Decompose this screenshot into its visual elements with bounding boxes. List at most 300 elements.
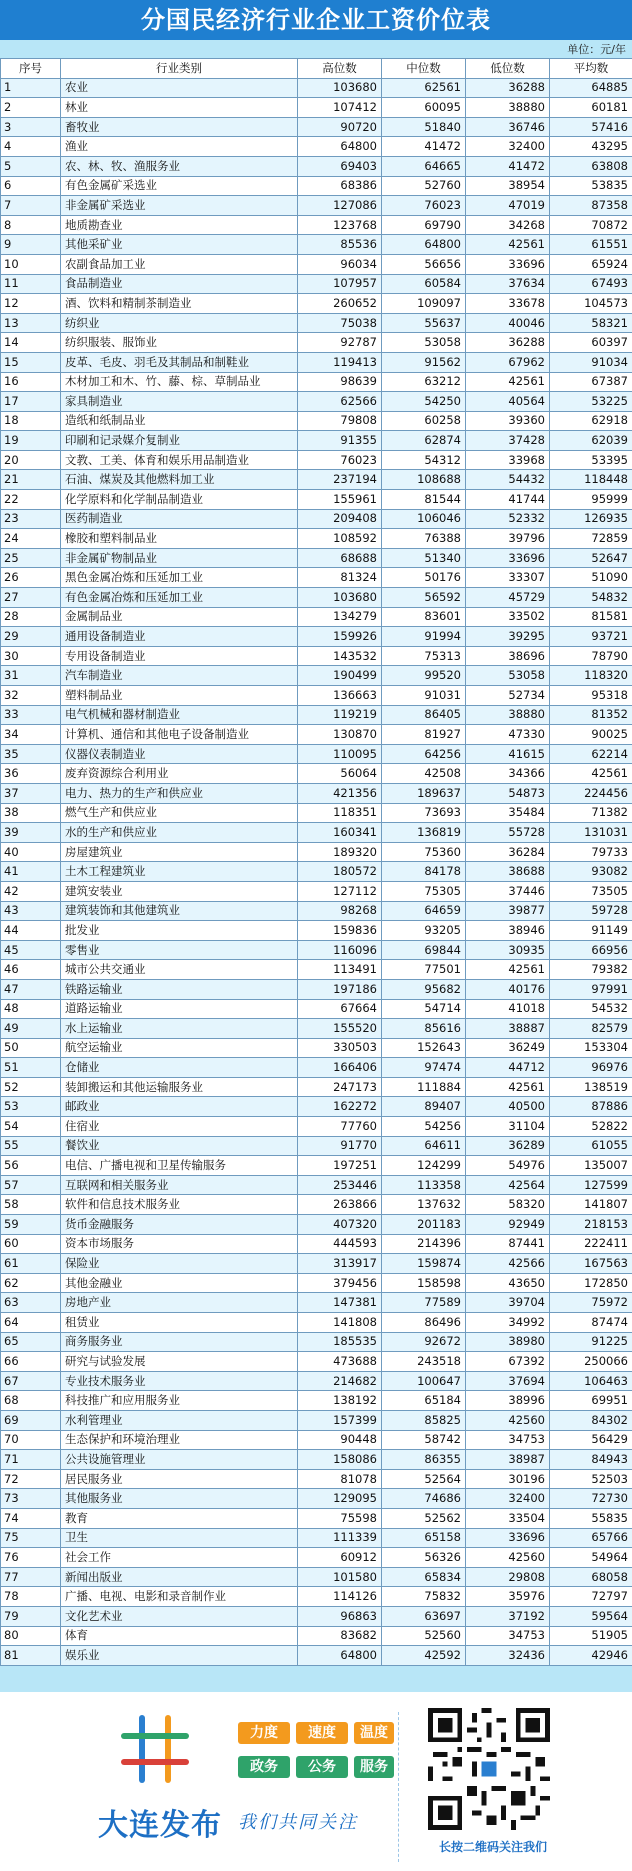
row-median: 55637 <box>382 313 466 333</box>
row-average: 67493 <box>550 274 632 294</box>
row-index: 62 <box>1 1273 61 1293</box>
row-median: 201183 <box>382 1215 466 1235</box>
row-median: 136819 <box>382 823 466 843</box>
row-high: 129095 <box>298 1489 382 1509</box>
header-high: 高位数 <box>298 59 382 79</box>
row-low: 67392 <box>466 1352 550 1372</box>
unit-label: 单位：元/年 <box>567 43 626 56</box>
row-high: 90720 <box>298 117 382 137</box>
row-high: 81324 <box>298 568 382 588</box>
row-index: 13 <box>1 313 61 333</box>
row-industry: 电气机械和器材制造业 <box>61 705 298 725</box>
row-industry: 社会工作 <box>61 1548 298 1568</box>
row-average: 54532 <box>550 999 632 1019</box>
row-index: 16 <box>1 372 61 392</box>
row-industry: 其他采矿业 <box>61 235 298 255</box>
row-high: 330503 <box>298 1038 382 1058</box>
row-average: 135007 <box>550 1156 632 1176</box>
row-low: 39796 <box>466 529 550 549</box>
row-low: 39295 <box>466 627 550 647</box>
row-average: 53225 <box>550 392 632 412</box>
row-high: 158086 <box>298 1450 382 1470</box>
row-low: 36288 <box>466 333 550 353</box>
row-low: 37428 <box>466 431 550 451</box>
table-row <box>1 803 632 823</box>
table-row <box>1 686 632 706</box>
row-index: 15 <box>1 352 61 372</box>
table-row <box>1 294 632 314</box>
row-average: 55835 <box>550 1508 632 1528</box>
row-low: 31104 <box>466 1117 550 1137</box>
row-median: 91562 <box>382 352 466 372</box>
row-industry: 废弃资源综合利用业 <box>61 764 298 784</box>
row-average: 91225 <box>550 1332 632 1352</box>
table-row <box>1 1567 632 1587</box>
row-median: 52560 <box>382 1626 466 1646</box>
table-row <box>1 862 632 882</box>
row-median: 64256 <box>382 744 466 764</box>
row-industry: 林业 <box>61 98 298 118</box>
row-low: 42561 <box>466 1077 550 1097</box>
row-index: 51 <box>1 1058 61 1078</box>
row-index: 8 <box>1 215 61 235</box>
row-industry: 保险业 <box>61 1254 298 1274</box>
row-industry: 纺织业 <box>61 313 298 333</box>
header-industry: 行业类别 <box>61 59 298 79</box>
row-median: 84178 <box>382 862 466 882</box>
table-row <box>1 1019 632 1039</box>
row-average: 172850 <box>550 1273 632 1293</box>
row-high: 92787 <box>298 333 382 353</box>
table-row <box>1 1430 632 1450</box>
row-median: 73693 <box>382 803 466 823</box>
row-industry: 电信、广播电视和卫星传输服务 <box>61 1156 298 1176</box>
row-median: 75305 <box>382 881 466 901</box>
row-industry: 娱乐业 <box>61 1646 298 1666</box>
row-high: 118351 <box>298 803 382 823</box>
row-low: 58320 <box>466 1195 550 1215</box>
row-industry: 公共设施管理业 <box>61 1450 298 1470</box>
table-row <box>1 509 632 529</box>
row-low: 34753 <box>466 1430 550 1450</box>
table-row <box>1 1606 632 1626</box>
row-index: 75 <box>1 1528 61 1548</box>
row-index: 61 <box>1 1254 61 1274</box>
table-row <box>1 1195 632 1215</box>
row-low: 29808 <box>466 1567 550 1587</box>
row-industry: 城市公共交通业 <box>61 960 298 980</box>
row-index: 1 <box>1 78 61 98</box>
table-row <box>1 490 632 510</box>
row-industry: 卫生 <box>61 1528 298 1548</box>
table-row <box>1 1058 632 1078</box>
table-row <box>1 78 632 98</box>
row-index: 59 <box>1 1215 61 1235</box>
row-high: 107957 <box>298 274 382 294</box>
row-median: 76388 <box>382 529 466 549</box>
row-median: 93205 <box>382 921 466 941</box>
row-median: 91031 <box>382 686 466 706</box>
row-high: 189320 <box>298 842 382 862</box>
row-high: 260652 <box>298 294 382 314</box>
row-high: 62566 <box>298 392 382 412</box>
row-median: 52562 <box>382 1508 466 1528</box>
row-high: 119219 <box>298 705 382 725</box>
row-average: 66956 <box>550 940 632 960</box>
row-median: 62561 <box>382 78 466 98</box>
row-high: 60912 <box>298 1548 382 1568</box>
table-row <box>1 1097 632 1117</box>
brand-name: 大连发布 <box>98 1808 222 1843</box>
row-average: 71382 <box>550 803 632 823</box>
row-low: 45729 <box>466 588 550 608</box>
table-row <box>1 921 632 941</box>
row-median: 42592 <box>382 1646 466 1666</box>
row-index: 74 <box>1 1508 61 1528</box>
row-industry: 造纸和纸制品业 <box>61 411 298 431</box>
row-high: 180572 <box>298 862 382 882</box>
row-average: 250066 <box>550 1352 632 1372</box>
row-industry: 地质勘查业 <box>61 215 298 235</box>
row-industry: 生态保护和环境治理业 <box>61 1430 298 1450</box>
row-median: 74686 <box>382 1489 466 1509</box>
table-row <box>1 176 632 196</box>
row-index: 18 <box>1 411 61 431</box>
table-row <box>1 960 632 980</box>
row-high: 159836 <box>298 921 382 941</box>
row-average: 43295 <box>550 137 632 157</box>
row-average: 54832 <box>550 588 632 608</box>
row-low: 33696 <box>466 254 550 274</box>
row-index: 54 <box>1 1117 61 1137</box>
row-index: 4 <box>1 137 61 157</box>
table-row <box>1 254 632 274</box>
table-row <box>1 392 632 412</box>
row-high: 98639 <box>298 372 382 392</box>
qr-code-icon[interactable] <box>428 1708 550 1830</box>
row-low: 54432 <box>466 470 550 490</box>
row-industry: 有色金属矿采选业 <box>61 176 298 196</box>
row-index: 20 <box>1 450 61 470</box>
row-high: 127112 <box>298 881 382 901</box>
row-low: 41744 <box>466 490 550 510</box>
row-industry: 畜牧业 <box>61 117 298 137</box>
row-industry: 仪器仪表制造业 <box>61 744 298 764</box>
row-low: 34366 <box>466 764 550 784</box>
row-median: 65158 <box>382 1528 466 1548</box>
tag-sudu: 速度 <box>296 1722 348 1744</box>
table-row <box>1 235 632 255</box>
row-average: 218153 <box>550 1215 632 1235</box>
row-low: 40176 <box>466 979 550 999</box>
row-average: 104573 <box>550 294 632 314</box>
row-average: 52822 <box>550 1117 632 1137</box>
row-high: 116096 <box>298 940 382 960</box>
tag-gongwu: 公务 <box>296 1756 348 1778</box>
row-low: 30935 <box>466 940 550 960</box>
table-row <box>1 117 632 137</box>
row-low: 42560 <box>466 1410 550 1430</box>
row-industry: 房地产业 <box>61 1293 298 1313</box>
row-average: 84943 <box>550 1450 632 1470</box>
table-row <box>1 333 632 353</box>
row-average: 93721 <box>550 627 632 647</box>
row-index: 50 <box>1 1038 61 1058</box>
row-average: 75972 <box>550 1293 632 1313</box>
row-low: 40564 <box>466 392 550 412</box>
row-index: 80 <box>1 1626 61 1646</box>
row-low: 52734 <box>466 686 550 706</box>
row-low: 87441 <box>466 1234 550 1254</box>
table-row <box>1 1273 632 1293</box>
row-average: 118448 <box>550 470 632 490</box>
row-median: 75360 <box>382 842 466 862</box>
row-low: 54976 <box>466 1156 550 1176</box>
row-index: 79 <box>1 1606 61 1626</box>
row-high: 155520 <box>298 1019 382 1039</box>
row-low: 42561 <box>466 372 550 392</box>
row-average: 72859 <box>550 529 632 549</box>
row-average: 58321 <box>550 313 632 333</box>
table-row <box>1 764 632 784</box>
row-high: 313917 <box>298 1254 382 1274</box>
row-low: 33696 <box>466 1528 550 1548</box>
row-high: 91770 <box>298 1136 382 1156</box>
row-high: 110095 <box>298 744 382 764</box>
row-average: 62039 <box>550 431 632 451</box>
row-low: 41472 <box>466 156 550 176</box>
row-high: 130870 <box>298 725 382 745</box>
row-median: 97474 <box>382 1058 466 1078</box>
row-industry: 非金属矿采选业 <box>61 196 298 216</box>
row-index: 17 <box>1 392 61 412</box>
row-index: 7 <box>1 196 61 216</box>
row-median: 77589 <box>382 1293 466 1313</box>
row-index: 69 <box>1 1410 61 1430</box>
row-low: 33307 <box>466 568 550 588</box>
row-average: 65924 <box>550 254 632 274</box>
row-median: 53058 <box>382 333 466 353</box>
row-index: 60 <box>1 1234 61 1254</box>
row-low: 38880 <box>466 98 550 118</box>
row-low: 34268 <box>466 215 550 235</box>
row-median: 124299 <box>382 1156 466 1176</box>
row-industry: 汽车制造业 <box>61 666 298 686</box>
row-low: 37192 <box>466 1606 550 1626</box>
row-low: 34992 <box>466 1313 550 1333</box>
table-row <box>1 1391 632 1411</box>
row-average: 52503 <box>550 1469 632 1489</box>
row-industry: 装卸搬运和其他运输服务业 <box>61 1077 298 1097</box>
row-average: 118320 <box>550 666 632 686</box>
row-low: 38980 <box>466 1332 550 1352</box>
row-median: 77501 <box>382 960 466 980</box>
row-index: 33 <box>1 705 61 725</box>
row-industry: 渔业 <box>61 137 298 157</box>
row-index: 32 <box>1 686 61 706</box>
row-industry: 铁路运输业 <box>61 979 298 999</box>
row-index: 48 <box>1 999 61 1019</box>
row-high: 85536 <box>298 235 382 255</box>
table-row <box>1 1489 632 1509</box>
table-row <box>1 1587 632 1607</box>
row-average: 87474 <box>550 1313 632 1333</box>
row-industry: 食品制造业 <box>61 274 298 294</box>
row-low: 37634 <box>466 274 550 294</box>
row-average: 138519 <box>550 1077 632 1097</box>
row-industry: 黑色金属冶炼和压延加工业 <box>61 568 298 588</box>
row-median: 113358 <box>382 1175 466 1195</box>
row-high: 197251 <box>298 1156 382 1176</box>
row-median: 54256 <box>382 1117 466 1137</box>
table-row <box>1 470 632 490</box>
table-row <box>1 783 632 803</box>
table-row <box>1 999 632 1019</box>
row-high: 247173 <box>298 1077 382 1097</box>
table-row <box>1 98 632 118</box>
row-low: 36288 <box>466 78 550 98</box>
row-average: 62918 <box>550 411 632 431</box>
row-industry: 金属制品业 <box>61 607 298 627</box>
row-high: 141808 <box>298 1313 382 1333</box>
row-median: 41472 <box>382 137 466 157</box>
row-average: 61551 <box>550 235 632 255</box>
row-median: 86405 <box>382 705 466 725</box>
row-average: 57416 <box>550 117 632 137</box>
slogan: 我们共同关注 <box>238 1812 358 1833</box>
row-low: 55728 <box>466 823 550 843</box>
row-low: 54873 <box>466 783 550 803</box>
row-low: 47019 <box>466 196 550 216</box>
row-median: 75832 <box>382 1587 466 1607</box>
row-average: 81581 <box>550 607 632 627</box>
row-industry: 化学原料和化学制品制造业 <box>61 490 298 510</box>
table-row <box>1 1234 632 1254</box>
row-index: 11 <box>1 274 61 294</box>
row-high: 190499 <box>298 666 382 686</box>
row-index: 66 <box>1 1352 61 1372</box>
row-high: 107412 <box>298 98 382 118</box>
row-index: 67 <box>1 1371 61 1391</box>
row-high: 68688 <box>298 548 382 568</box>
table-row <box>1 1548 632 1568</box>
row-low: 38880 <box>466 705 550 725</box>
row-average: 73505 <box>550 881 632 901</box>
row-average: 68058 <box>550 1567 632 1587</box>
row-average: 97991 <box>550 979 632 999</box>
row-high: 209408 <box>298 509 382 529</box>
row-low: 38688 <box>466 862 550 882</box>
table-row <box>1 588 632 608</box>
row-industry: 土木工程建筑业 <box>61 862 298 882</box>
row-industry: 商务服务业 <box>61 1332 298 1352</box>
table-row <box>1 607 632 627</box>
row-low: 33502 <box>466 607 550 627</box>
row-industry: 木材加工和木、竹、藤、棕、草制品业 <box>61 372 298 392</box>
row-index: 25 <box>1 548 61 568</box>
table-row <box>1 1175 632 1195</box>
row-high: 75598 <box>298 1508 382 1528</box>
row-median: 99520 <box>382 666 466 686</box>
table-row <box>1 137 632 157</box>
row-industry: 其他服务业 <box>61 1489 298 1509</box>
row-industry: 医药制造业 <box>61 509 298 529</box>
row-average: 126935 <box>550 509 632 529</box>
table-row <box>1 372 632 392</box>
row-index: 76 <box>1 1548 61 1568</box>
row-index: 52 <box>1 1077 61 1097</box>
row-high: 143532 <box>298 646 382 666</box>
row-index: 38 <box>1 803 61 823</box>
row-index: 14 <box>1 333 61 353</box>
row-low: 42561 <box>466 235 550 255</box>
table-row <box>1 352 632 372</box>
row-industry: 专用设备制造业 <box>61 646 298 666</box>
row-high: 379456 <box>298 1273 382 1293</box>
row-median: 64800 <box>382 235 466 255</box>
row-index: 43 <box>1 901 61 921</box>
row-index: 57 <box>1 1175 61 1195</box>
tag-fuwu: 服务 <box>354 1756 394 1778</box>
row-high: 75038 <box>298 313 382 333</box>
row-high: 155961 <box>298 490 382 510</box>
table-row <box>1 568 632 588</box>
row-low: 41018 <box>466 999 550 1019</box>
row-average: 131031 <box>550 823 632 843</box>
row-index: 30 <box>1 646 61 666</box>
row-low: 36249 <box>466 1038 550 1058</box>
row-low: 38996 <box>466 1391 550 1411</box>
row-industry: 电力、热力的生产和供应业 <box>61 783 298 803</box>
row-index: 56 <box>1 1156 61 1176</box>
row-high: 123768 <box>298 215 382 235</box>
table-row <box>1 881 632 901</box>
tag-lidu: 力度 <box>238 1722 290 1744</box>
row-median: 75313 <box>382 646 466 666</box>
row-industry: 航空运输业 <box>61 1038 298 1058</box>
row-median: 158598 <box>382 1273 466 1293</box>
row-high: 263866 <box>298 1195 382 1215</box>
tag-wendu: 温度 <box>354 1722 394 1744</box>
table-row <box>1 313 632 333</box>
row-high: 101580 <box>298 1567 382 1587</box>
row-industry: 体育 <box>61 1626 298 1646</box>
row-high: 96034 <box>298 254 382 274</box>
row-industry: 互联网和相关服务业 <box>61 1175 298 1195</box>
row-median: 69844 <box>382 940 466 960</box>
row-industry: 纺织服装、服饰业 <box>61 333 298 353</box>
row-industry: 农业 <box>61 78 298 98</box>
row-low: 40500 <box>466 1097 550 1117</box>
table-row <box>1 431 632 451</box>
row-average: 70872 <box>550 215 632 235</box>
row-industry: 非金属矿物制品业 <box>61 548 298 568</box>
row-high: 136663 <box>298 686 382 706</box>
row-average: 42561 <box>550 764 632 784</box>
row-index: 31 <box>1 666 61 686</box>
row-industry: 农副食品加工业 <box>61 254 298 274</box>
row-industry: 家具制造业 <box>61 392 298 412</box>
row-average: 61055 <box>550 1136 632 1156</box>
row-high: 79808 <box>298 411 382 431</box>
row-median: 95682 <box>382 979 466 999</box>
table-row <box>1 705 632 725</box>
row-high: 56064 <box>298 764 382 784</box>
row-average: 53395 <box>550 450 632 470</box>
row-high: 96863 <box>298 1606 382 1626</box>
row-median: 60258 <box>382 411 466 431</box>
table-row <box>1 979 632 999</box>
